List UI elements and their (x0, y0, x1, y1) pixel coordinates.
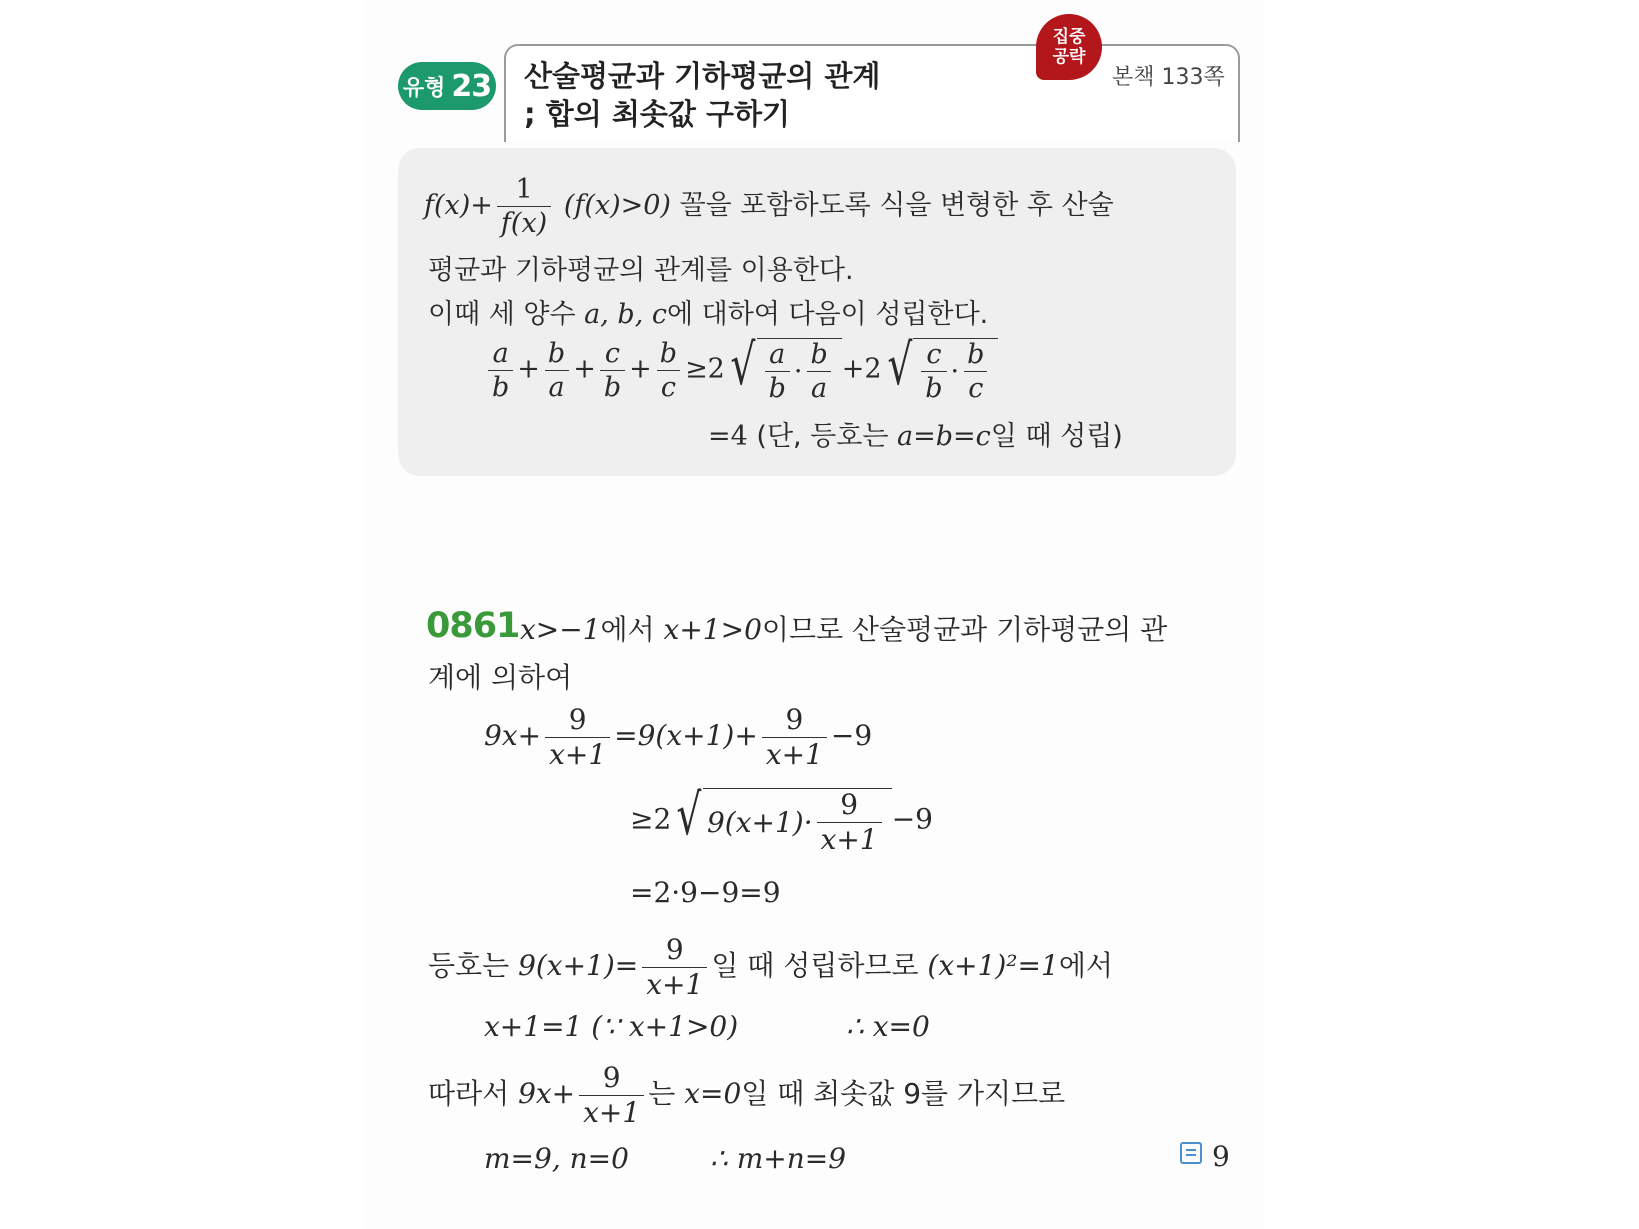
solution-step-line: x+1=1 (∵ x+1>0) (484, 1010, 739, 1043)
solution-mn-conclusion: ∴ m+n=9 (710, 1142, 847, 1175)
ineq-f3-den: b (600, 370, 625, 401)
ineq-f2-den: a (545, 370, 569, 401)
type-label: 유형 (402, 75, 446, 101)
tip-expr-prefix: f(x)+ (424, 190, 493, 221)
ineq-f2-num: b (547, 337, 566, 369)
title-line-2: ; 합의 최솟값 구하기 (524, 97, 790, 131)
final-text: 는 (648, 1077, 676, 1110)
solution-number: 0861 (426, 606, 520, 646)
type-number: 23 (451, 68, 492, 104)
tip-result (708, 414, 1123, 453)
ineq-root-2: √ $\frac{c}{b}$ · $\frac{b}{c}$ (882, 338, 999, 402)
focus-badge-line2: 공략 (1052, 47, 1086, 67)
book-reference: 본책 133쪽 (1112, 65, 1225, 90)
tip-line1-text: 꼴을 포함하도록 식을 변형한 후 산술 (679, 190, 1114, 221)
eq2-prefix: ≥2 (630, 802, 672, 836)
tip-frac-num: 1 (515, 174, 533, 205)
tip-line-1 (424, 176, 1114, 237)
eq2-root: √ 9(x+1)· $\frac{9}{x+1}$ (671, 788, 891, 854)
eq-line-math: 9(x+1)= (518, 949, 639, 982)
frac-den: x+1 (545, 737, 610, 769)
ineq-plus: + (517, 353, 540, 385)
answer-value: 9 (1212, 1140, 1230, 1173)
tip-condition: (f(x)>0) (563, 190, 671, 221)
ineq-f1-num: a (492, 337, 509, 369)
eq-line-prefix: 등호는 (428, 949, 510, 982)
final-text2: 일 때 최솟값 9를 가지므로 (741, 1077, 1066, 1110)
tip-inequality (484, 333, 998, 404)
sol-text: 에서 (600, 613, 655, 646)
final-math: 9x+ (518, 1077, 576, 1110)
ineq-f3-num: c (604, 337, 621, 369)
tip-result-eq: =4 (708, 421, 748, 452)
solution-eq-3: =2·9−9=9 (630, 876, 781, 909)
ineq-geq-two: ≥2 (685, 353, 725, 385)
eq-line-text2: 에서 (1058, 949, 1113, 982)
solution-line-2: 계에 의하여 (428, 661, 573, 694)
final-prefix: 따라서 (428, 1077, 510, 1110)
type-badge (398, 62, 496, 110)
ineq-root-1: √ $\frac{a}{b}$ · $\frac{b}{a}$ (725, 338, 842, 402)
title-line-1: 산술평균과 기하평균의 관계 (524, 59, 881, 93)
sol-text: 이므로 산술평균과 기하평균의 관 (761, 613, 1168, 646)
tip-line-3 (428, 292, 988, 331)
eq2-tail: −9 (891, 802, 933, 836)
tip-line-2: 평균과 기하평균의 관계를 이용한다. (428, 255, 854, 286)
ineq-f4-num: b (659, 337, 678, 369)
solution-final-line: 따라서 9x+ $\frac{9}{x+1}$ 는 x=0일 때 최솟값 9를 가지므로 (428, 1061, 1066, 1129)
solution-eq-1 (484, 703, 873, 771)
focus-badge-line1: 집중 (1052, 27, 1086, 47)
eq-line-math2: (x+1)²=1 (927, 949, 1059, 982)
solution-mn-line: m=9, n=0 (484, 1142, 629, 1175)
focus-badge (1036, 14, 1102, 80)
sol-math: x>−1 (520, 613, 601, 646)
ineq-f4-den: c (657, 370, 680, 401)
frac-num: 9 (785, 703, 804, 736)
solution-eq-2 (630, 783, 933, 856)
tip-frac-den: f(x) (497, 206, 551, 237)
final-math2: x=0 (684, 1077, 742, 1110)
eq1-tail: −9 (830, 719, 873, 752)
sol-math: x+1>0 (663, 613, 762, 646)
tip-result-note-prefix: (단, 등호는 (756, 421, 889, 452)
tip-result-note-suffix: 일 때 성립) (990, 421, 1123, 452)
solution-step-conclusion: ∴ x=0 (846, 1010, 930, 1043)
ineq-plus: + (629, 353, 652, 385)
frac-den: x+1 (762, 737, 827, 769)
eq2-rad-prefix: 9(x+1)· (706, 806, 813, 839)
tip-line3-suffix: 에 대하여 다음이 성립한다. (667, 299, 989, 330)
tip-result-cond: a=b=c (897, 421, 991, 452)
eq1-lhs: 9x+ (484, 719, 542, 752)
tip-line3-vars: a, b, c (584, 299, 668, 330)
eq1-mid: =9(x+1)+ (614, 719, 758, 752)
ineq-plus-two: +2 (841, 353, 882, 385)
tip-fraction (497, 176, 551, 237)
answer-icon (1180, 1142, 1202, 1164)
eq-line-text: 일 때 성립하므로 (711, 949, 919, 982)
tip-line3-prefix: 이때 세 양수 (428, 299, 576, 330)
frac-num: 9 (568, 703, 587, 736)
solution-equality-line: 등호는 9(x+1)= $\frac{9}{x+1}$ 일 때 성립하므로 (x+1)²=1에서 (428, 933, 1113, 1001)
ineq-f1-den: b (488, 370, 513, 401)
ineq-plus: + (573, 353, 596, 385)
solution-line-1 (520, 608, 1167, 648)
